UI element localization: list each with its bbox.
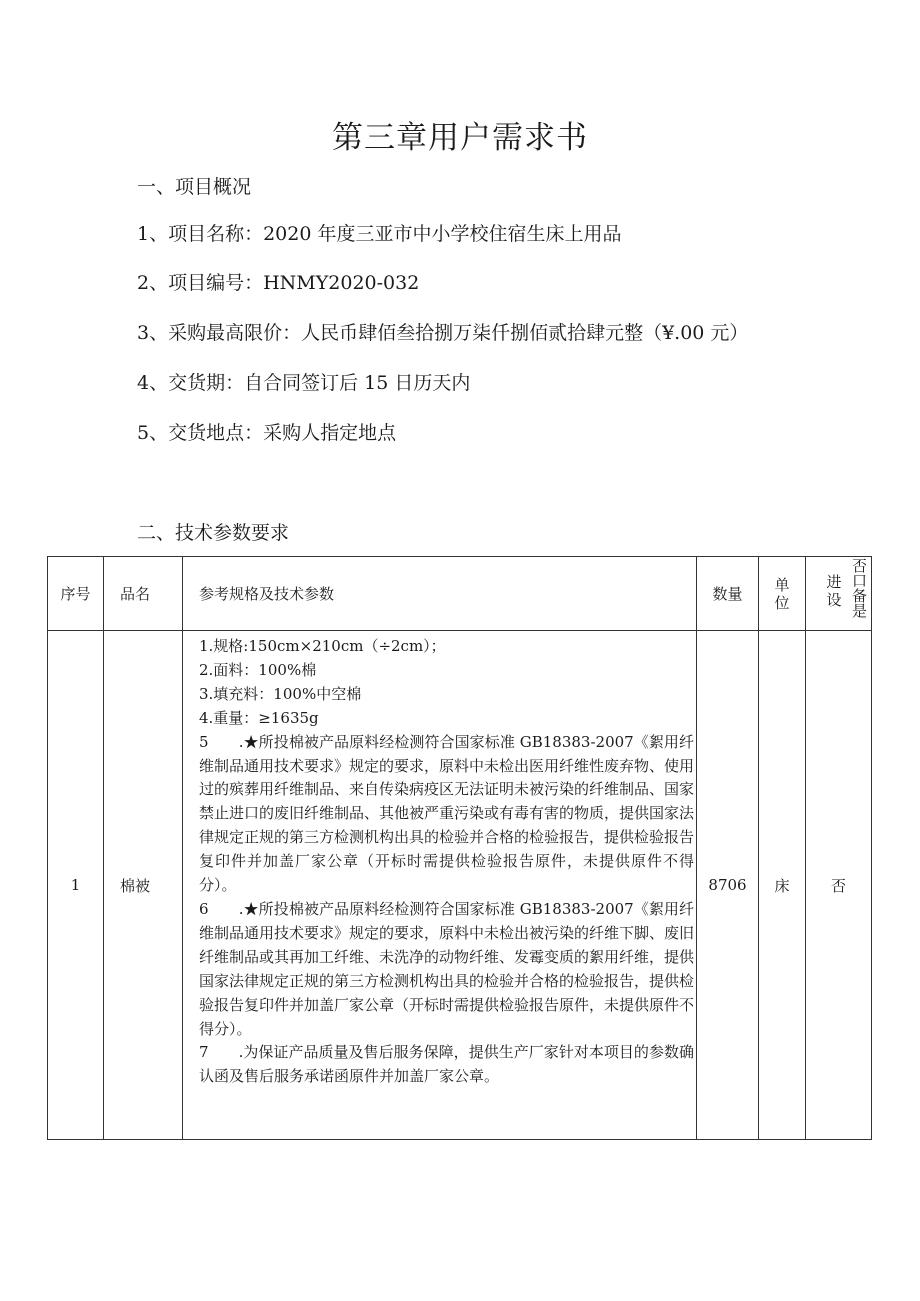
- spec-line: 5 .★所投棉被产品原料经检测符合国家标准 GB18383-2007《絮用纤维制品通用技术要求》规定的要求，原料中未检出医用纤维性废弃物、使用过的殡葬用纤维制品、来自传染病疫区无法证明未被污染的纤维制品、国家禁止进口的废旧纤维制品、其他被严重污染或有毒有害的物质，提供国家法律规定正规的第三方检测机构出具的检验并合格的检验报告，提供检验报告复印件并加盖厂家公章（开标时需提供检验报告原件，未提供原件不得分）。: [199, 732, 695, 895]
- spec-line: 6 .★所投棉被产品原料经检测符合国家标准 GB18383-2007《絮用纤维制品通用技术要求》规定的要求，原料中未检出被污染的纤维下脚、废旧纤维制品或其再加工纤维、未洗净的动物纤维、发霉变质的絮用纤维，提供国家法律规定正规的第三方检测机构出具的检验并合格的检验报告，提供检验报告复印件并加盖厂家公章（开标时需提供检验报告原件，未提供原件不得分）。: [199, 899, 695, 1038]
- page-title: 第三章用户需求书: [332, 120, 588, 156]
- header-unit-label: 单位: [774, 575, 790, 612]
- section-heading-tech: 二、技术参数要求: [137, 522, 290, 544]
- header-seq: 序号: [48, 557, 104, 631]
- row-note: 否: [806, 631, 872, 1140]
- header-note-top: 否口备是: [852, 557, 868, 620]
- header-name: 品名: [104, 557, 183, 631]
- header-spec: 参考规格及技术参数: [183, 557, 697, 631]
- project-number: 2、项目编号：HNMY2020-032: [137, 272, 420, 294]
- row-spec: [183, 631, 697, 1140]
- table-header-row: [48, 557, 872, 631]
- spec-line: 4.重量：≥1635g: [199, 708, 319, 727]
- spec-line: 2.面料：100%棉: [199, 660, 317, 679]
- project-name: 1、项目名称：2020 年度三亚市中小学校住宿生床上用品: [137, 223, 622, 245]
- table-row: [48, 631, 872, 1140]
- max-price: 3、采购最高限价：人民币肆佰叁拾捌万柒仟捌佰贰拾肆元整（¥.00 元）: [137, 322, 749, 344]
- row-qty: 8706: [697, 631, 759, 1140]
- spec-line: 3.填充料：100%中空棉: [199, 684, 362, 703]
- row-unit: 床: [759, 631, 806, 1140]
- header-unit: [759, 557, 806, 631]
- header-note: [806, 557, 872, 631]
- header-qty: 数量: [697, 557, 759, 631]
- section-heading-overview: 一、项目概况: [137, 176, 252, 198]
- delivery-location: 5、交货地点：采购人指定地点: [137, 422, 397, 444]
- spec-table: [47, 556, 872, 1140]
- header-note-bottom: 进设: [826, 573, 842, 609]
- spec-line: 7 .为保证产品质量及售后服务保障，提供生产厂家针对本项目的参数确认函及售后服务承诺函原件并加盖厂家公章。: [199, 1043, 694, 1086]
- row-name: 棉被: [104, 631, 183, 1140]
- spec-line: 1.规格:150cm×210cm（÷2cm）；: [199, 637, 446, 655]
- delivery-period: 4、交货期：自合同签订后 15 日历天内: [137, 372, 471, 394]
- row-seq: 1: [48, 631, 104, 1140]
